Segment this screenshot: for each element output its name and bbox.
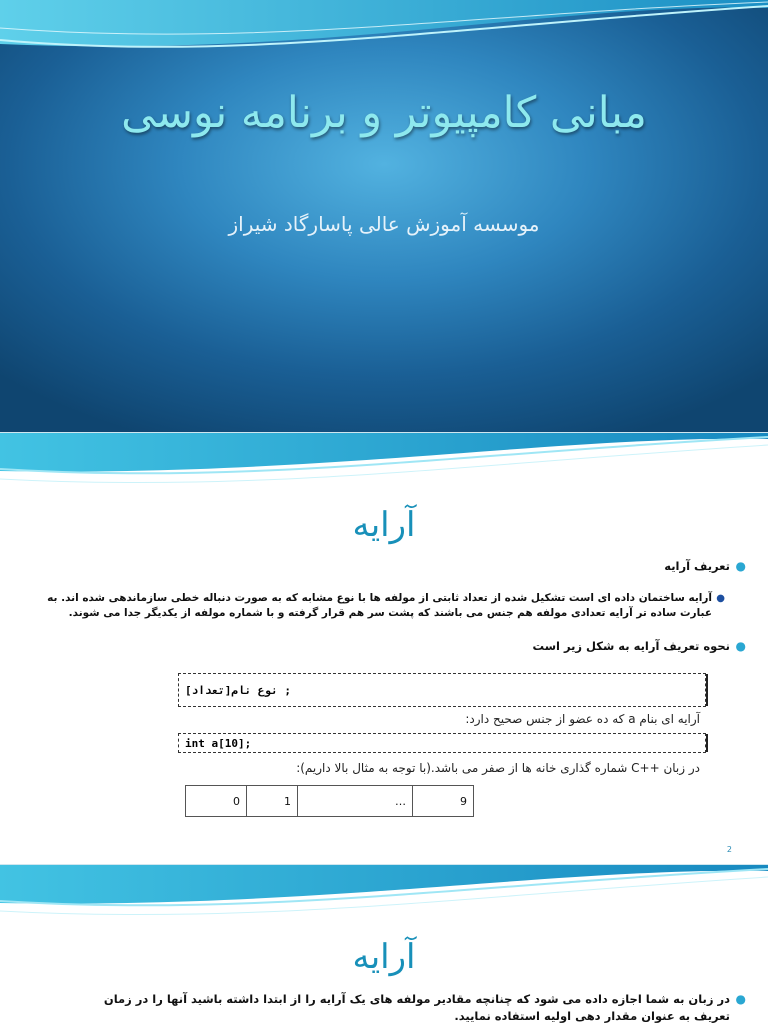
example-code-box (178, 733, 706, 753)
example-code: int a[10]; (185, 737, 252, 750)
page-number: 2 (726, 845, 732, 854)
bullet-dot-icon: ● (735, 559, 746, 573)
decorative-wave (0, 433, 768, 503)
bullet-dot-icon: ● (716, 593, 725, 604)
array-cell: 1 (247, 786, 298, 817)
slide-subtitle: موسسه آموزش عالی پاسارگاد شیراز (228, 212, 540, 236)
definition-line: آرایه ساختمان داده ای است تشکیل شده از تعداد ثابتی از مولفه ها با نوع مشابه که به صورت دنباله خطی سازماندهی شده اند. به (47, 592, 712, 604)
syntax-box (178, 673, 706, 707)
bullet-text: نحوه تعریف آرایه به شکل زیر است (532, 639, 730, 653)
bullet-text: تعریف آرایه (664, 559, 730, 573)
array-cell: 9 (413, 786, 474, 817)
title-slide (0, 0, 768, 432)
array-diagram (185, 785, 474, 817)
syntax-text: نوع نام[تعداد] ; (185, 684, 291, 697)
slide-title: آرایه (352, 937, 416, 977)
bullet-definition (664, 559, 746, 573)
decorative-wave (0, 0, 768, 80)
decorative-wave (0, 865, 768, 935)
array-cell: … (298, 786, 413, 817)
bullet-dot-icon: ● (735, 639, 746, 653)
array-slide (0, 432, 768, 863)
bullet-syntax (532, 639, 746, 653)
array-slide-continued (0, 864, 768, 1025)
bullet-text: تعریف به عنوان مقدار دهی اولیه استفاده نمایید. (454, 1009, 730, 1023)
slide-title: آرایه (352, 505, 416, 545)
example-description: آرایه ای بنام a که ده عضو از جنس صحیح دارد: (465, 712, 700, 726)
index-note: در زبان ++C شماره گذاری خانه ها از صفر می باشد.(با توجه به مثال بالا داریم): (296, 761, 700, 775)
bullet-initialization (103, 991, 746, 1025)
bullet-dot-icon: ● (735, 992, 746, 1006)
slide-title: مبانی کامپیوتر و برنامه نوسی (121, 88, 647, 138)
bullet-text: در زبان به شما اجازه داده می شود که چنانچه مقادیر مولفه های یک آرایه را از ابتدا داشته باشید آنها را در زمان (103, 992, 730, 1006)
definition-paragraph (47, 591, 725, 621)
definition-line: عبارت ساده تر آرایه تعدادی مولفه هم جنس می باشند که پشت سر هم قرار گرفته و با شماره مولفه از یکدیگر جدا می شوند. (68, 607, 712, 619)
array-cell: 0 (186, 786, 247, 817)
